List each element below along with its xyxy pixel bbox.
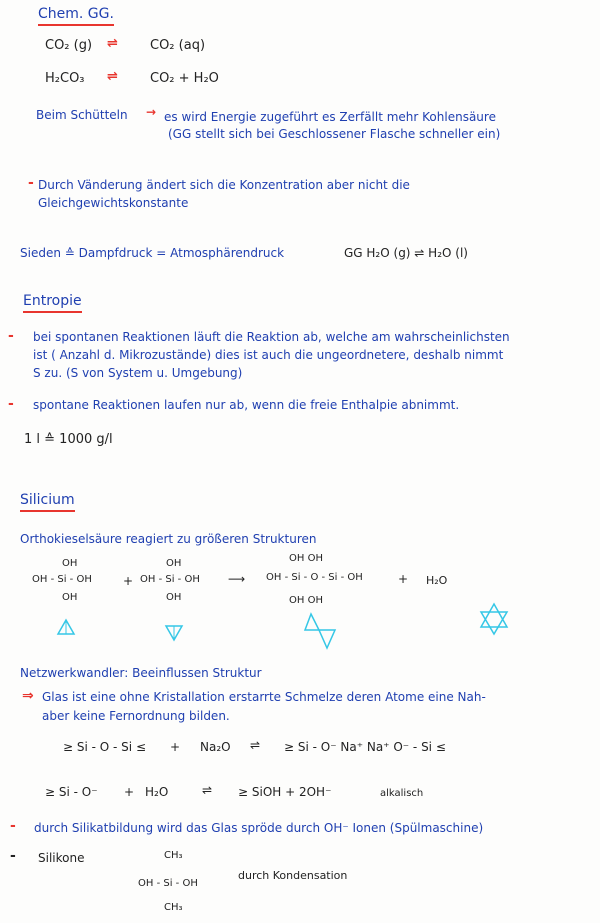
mol1-bot: OH — [62, 592, 78, 603]
tetrahedron-icon — [56, 618, 76, 636]
condensation-note: durch Kondensation — [238, 869, 348, 882]
mol2-top: OH — [166, 558, 182, 569]
bullet-dash: - — [28, 175, 34, 191]
mol1-top: OH — [62, 558, 78, 569]
shaking-label: Beim Schütteln — [36, 108, 128, 122]
reaction-arrow: ⟶ — [228, 572, 246, 586]
implies-arrow: ⇒ — [22, 688, 34, 704]
page-title: Chem. GG. — [38, 6, 114, 26]
r1-left: ≥ Si - O - Si ≤ — [63, 740, 147, 754]
silicone-label: Silikone — [38, 851, 85, 865]
bullet-dash: - — [8, 328, 14, 344]
concentration-note-2: Gleichgewichtskonstante — [38, 196, 189, 210]
r2-arrow: ⇌ — [202, 783, 213, 797]
tetrahedra-linked-icon — [303, 612, 337, 652]
ortho-text: Orthokieselsäure reagiert zu größeren Strukturen — [20, 532, 317, 546]
eq2-arrow: ⇌ — [107, 69, 118, 84]
r1-plus: + — [170, 740, 181, 754]
r1-arrow: ⇌ — [250, 738, 261, 752]
r1-right: ≥ Si - O⁻ Na⁺ Na⁺ O⁻ - Si ≤ — [284, 740, 446, 754]
r2-water: H₂O — [145, 785, 169, 799]
tetrahedron-inverted-icon — [164, 624, 184, 642]
modifier-text: Netzwerkwandler: Beeinflussen Struktur — [20, 666, 262, 680]
eq2-right: CO₂ + H₂O — [150, 71, 219, 86]
eq2-left: H₂CO₃ — [45, 71, 85, 86]
plus-sign: + — [398, 572, 409, 586]
shaking-note: (GG stellt sich bei Geschlossener Flasche schneller ein) — [168, 127, 501, 141]
eq1-left: CO₂ (g) — [45, 38, 93, 53]
entropie-b1-l3: S zu. (S von System u. Umgebung) — [33, 366, 243, 380]
entropie-b1-l1: bei spontanen Reaktionen läuft die Reaktion ab, welche am wahrscheinlichsten — [33, 330, 510, 344]
r2-plus: + — [124, 785, 135, 799]
silicone-top: CH₃ — [164, 850, 183, 861]
entropie-b1-l2: ist ( Anzahl d. Mikrozustände) dies ist auch die ungeordnetere, deshalb nimmt — [33, 348, 504, 362]
mol3-mid: OH - Si - O - Si - OH — [266, 572, 363, 583]
r2-note: alkalisch — [380, 788, 424, 799]
concentration-note-1: Durch Vänderung ändert sich die Konzentration aber nicht die — [38, 178, 410, 192]
unit-equivalence: 1 l ≙ 1000 g/l — [24, 432, 113, 447]
eq1-right: CO₂ (aq) — [150, 38, 206, 53]
mol3-top: OH OH — [289, 553, 323, 564]
eq1-arrow: ⇌ — [107, 36, 118, 51]
mol3-bot: OH OH — [289, 595, 323, 606]
glass-line-2: aber keine Fernordnung bilden. — [42, 709, 230, 723]
r2-left: ≥ Si - O⁻ — [45, 785, 98, 799]
r2-right: ≥ SiOH + 2OH⁻ — [238, 785, 332, 799]
boiling-eq: GG H₂O (g) ⇌ H₂O (l) — [344, 246, 468, 260]
bullet-dash: - — [10, 818, 16, 834]
silicone-mid: OH - Si - OH — [138, 878, 198, 889]
bullet-dash: - — [10, 848, 16, 864]
shaking-text: es wird Energie zugeführt es Zerfällt mehr Kohlensäure — [164, 110, 496, 124]
water-product: H₂O — [426, 574, 448, 587]
star-network-icon — [477, 602, 511, 636]
mol1-mid: OH - Si - OH — [32, 574, 92, 585]
plus-sign: + — [123, 574, 134, 588]
mol2-bot: OH — [166, 592, 182, 603]
glass-line-1: Glas ist eine ohne Kristallation erstarrte Schmelze deren Atome eine Nah- — [42, 690, 486, 704]
bullet-dash: - — [8, 396, 14, 412]
r1-na2o: Na₂O — [200, 740, 231, 754]
mol2-mid: OH - Si - OH — [140, 574, 200, 585]
shaking-arrow: → — [146, 105, 157, 119]
entropie-b2: spontane Reaktionen laufen nur ab, wenn die freie Enthalpie abnimmt. — [33, 398, 460, 412]
silicium-heading: Silicium — [20, 492, 75, 512]
silicate-note: durch Silikatbildung wird das Glas spröde durch OH⁻ Ionen (Spülmaschine) — [34, 821, 484, 835]
entropie-heading: Entropie — [23, 293, 82, 313]
silicone-bot: CH₃ — [164, 902, 183, 913]
boiling-text: Sieden ≙ Dampfdruck = Atmosphärendruck — [20, 246, 285, 260]
